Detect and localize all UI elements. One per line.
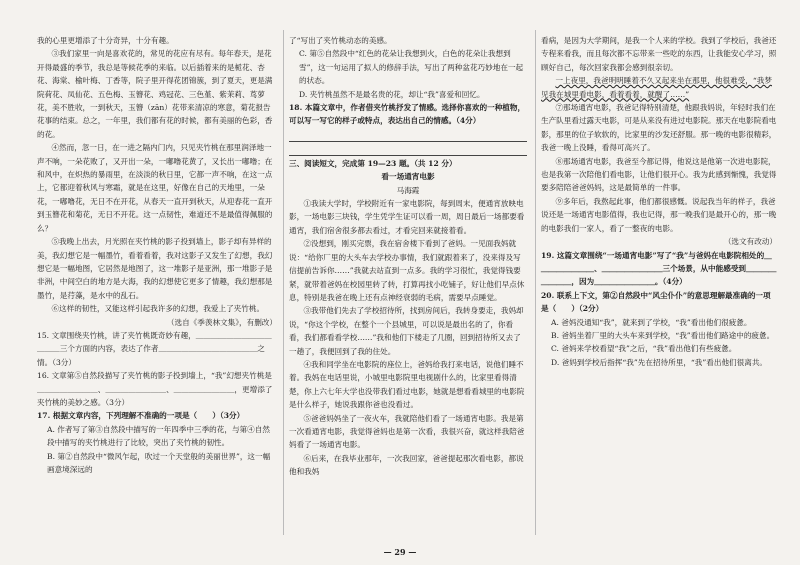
- source-note: （选自《季羡林文集》，有删改）: [166, 317, 277, 327]
- middle-column: [289, 34, 527, 479]
- question-16: 16. 文章第⑤自然段描写了夹竹桃的影子投到墙上，“我”幻想夹竹桃是＿＿＿＿＿＿＿＿、＿＿＿＿＿＿＿＿、＿＿＿＿＿＿＿＿，更增添了夹竹桃的美妙之感。（3分）: [37, 371, 273, 407]
- source-note: （选文有改动）: [723, 237, 777, 247]
- question-20: 20. 联系上下文，第②自然段中“风尘仆仆”的意思理解最准确的一项是（ ）（2分）: [541, 290, 771, 314]
- article-title: 看一场通宵电影: [381, 172, 435, 182]
- article-author: 马海霞: [396, 185, 420, 195]
- paragraph: ⑥后来，在我毕业那年，一次我回家，爸爸提起那次看电影，都说他和我妈: [289, 453, 524, 477]
- paragraph-underlined: 一上夜里，我爸明明睡着不久又起来坐在那里，他很难受，“我梦见我在城里看电影，看着看着，就醒了……”: [541, 76, 772, 99]
- answer-line[interactable]: [289, 129, 527, 142]
- paragraph: ②没想到，刚买完票，我在宿舍楼下看到了爸妈。一见面我妈就说：“给你厂里的大头车去学校办事情，我们就跟着来了，没来得及写信提前告诉你……”我就去站直到一点多。我的学习很忙，我觉得钱要紧，就带着爸妈在校园里转了转，打算再找小吃铺子，好让他们早点休息，特别是我爸在晚上还有点神经衰弱的毛病，需要早点睡觉。: [289, 239, 525, 302]
- option-a: A. 作者写了第③自然段中描写的一年四季中三季的花，与第④自然段中描写的夹竹桃进行了比较，突出了夹竹桃的韧性。: [47, 424, 270, 448]
- column-divider-right: [535, 30, 536, 535]
- right-column: [541, 34, 777, 369]
- option-d: D. 爸妈到学校后指挥“我”先在招待所里，“我”看出他们很离共。: [551, 357, 768, 367]
- section-heading: 三、阅读短文，完成第 19—23 题。（共 12 分）: [289, 158, 457, 168]
- paragraph: ①我读大学时，学校附近有一家电影院，每到周末，便通宵放映电影，一场电影三块钱，学生凭学生证可以看一周，周日最后一场都要看通宵，我们宿舍很多都去看过，才看完回来就接着看。: [289, 199, 525, 235]
- paragraph: ④我和同学坐在电影院的座位上，爸妈给我打来电话，说他们睡不着。我妈在电话里说，小城里电影院里电视剧什么的，比家里看得清楚，你上六七年大学也没带我们看过电影，她就是想看看城里的电影院是什么样子，她说我跟你爸也没看过。: [289, 359, 525, 410]
- option-b: B. 第②自然段中“微风乍起，吹过一个天堂般的美丽世界”，这一幅画意境深远的: [47, 451, 271, 474]
- paragraph: ⑦那场通宵电影，我爸记得特别清楚，他跟我妈说，年轻时我们在生产队里看过露天电影，可是从来没有进过电影院。那天在电影院看电影，那里的位子软软的，比家里的沙发还舒服。那一晚的电影很精彩，我爸一晚上没睡，看得可高兴了。: [541, 103, 777, 153]
- question-17: 17. 根据文章内容，下列理解不准确的一项是（ ）（3分）: [37, 411, 245, 421]
- paragraph: 了“写出了夹竹桃动态的美感。: [289, 36, 392, 45]
- paragraph: ⑥这样的韧性，又能这样引起我许多的幻想，我爱上了夹竹桃。: [51, 304, 265, 314]
- paragraph: ⑨多年后，我熬起此事，他们都很感慨。说起我当年的样子，我爸说还是一场通宵电影值得，我也记得，那一晚我们是最开心的，那一晚的电影我们一家人，看了一整夜的电影。: [541, 196, 777, 233]
- paragraph: ⑧那场通宵电影，我爸至今都记得，他说这是他第一次进电影院，也是我第一次陪他们看电影，让他们很开心。我为此感到惭愧，我觉得要多陪陪爸爸妈妈，这是最简单的一件事。: [541, 156, 777, 193]
- option-c: C. 爸妈来学校看望“我”之后，“我”看出他们有些疲惫。: [551, 344, 737, 354]
- paragraph: ③我们家里一向是喜欢花的，常见的花应有尽有。每年春天，是花开得最盛的季节，我总是等候花季的来临。以后插着来的是栀花、杏花、海棠、榆叶梅、丁香等，院子里开得花团锦簇，到了夏天，更是满院荷花、凤仙花、五色梅、玉簪花、鸡冠花、三色堇、紫茉莉、茑萝花，美不胜收，一到秋天，玉簪（zān）花带来清凉的寒意，菊花报告花事的结束。总之，一年里，我们都有花的时候，都有美丽的色彩，香的花。: [37, 49, 273, 139]
- paragraph: ⑤爸爸妈妈坐了一夜火车，我就陪他们看了一场通宵电影。我是第一次看通宵电影，我觉得爸妈也是第一次看，我很兴奋，就这样我陪爸妈看了一场通宵电影。: [289, 413, 525, 450]
- paragraph: ③我带他们先去了学校招待所，找到房间后，我转身要走，我妈却说，“你这个学校，在整个一个县城里，可以说是最出名的了，你看看，我们都看看学校……”我和他们下楼走了几圈，回到招待所又去了一趟了，我便回到了我的住处。: [289, 306, 524, 356]
- column-divider-left: [283, 30, 284, 535]
- option-c: C. 第⑤自然段中“红色的花朵让我想到火，白色的花朵让我想到雪”，这一句运用了拟人的修辞手法，写出了两种盆花巧妙地在一起的状态。: [299, 49, 524, 86]
- question-19: 19. 这篇文章围绕“一场通宵电影”写了“我”与爸妈在电影院相处的＿＿＿＿＿＿＿＿、＿＿＿＿＿＿＿＿三个场景，从中能感受到＿＿＿＿＿＿＿＿，因为＿＿＿＿＿＿＿＿。（4分）: [541, 250, 777, 287]
- paragraph: ⑤我晚上出去，月光照在夹竹桃的影子投到墙上，影子却有异样的美，我幻想它是一幅墨竹，看着看着，我对这影子又发生了幻想，我幻想它是一幅地图，它居然是地图了，这一堆影子是亚洲，那一堆影子是非洲，中间空白的地方是大海，我的幻想使它更多了情趣，我幻想那是墨竹，是荇藻，是水中的乱石。: [37, 237, 273, 300]
- paragraph: 我的心里更增添了十分奇异，十分有趣。: [37, 36, 174, 45]
- paragraph: 看病，是因为大学期间，是我一个人来的学校。我到了学校后，我爸还专程来看我，而且每次都不忘带来一些吃的东西，让我能安心学习，照顾好自己，每次回家我都会感到很亲切。: [541, 36, 777, 72]
- page-number: — 29 —: [383, 547, 417, 557]
- paragraph: ④然而，忽一日，在一进之隔内门内，只见夹竹桃在那里润泽地一声不响，一朵花败了，又开出一朵，一嘟噜花黄了，又长出一嘟噜；在和风中，在炽热的暴雨里，在淡淡的秋日里，它都一声不响，在这一点上，它都迎着秋风与寒霜，就是在这里，好像在自己的天地里，一朵花，一嘟噜花，无日不在开花，从春天一直开到秋天，从迎春花一直开到玉簪花和菊花，无日不开花。这一点韧性，难道还不是最值得佩服的么？: [37, 143, 273, 233]
- option-d: D. 夹竹桃虽然不是最名贵的花，却让“我”喜爱和回忆。: [299, 89, 485, 99]
- question-15: 15. 文章围绕夹竹桃，讲了夹竹桃既奇妙有趣，＿＿＿＿＿＿＿＿＿＿＿＿＿三个方面的内容，表达了作者＿＿＿＿＿＿＿＿＿＿＿＿＿之情。（3分）: [37, 330, 272, 367]
- left-column: [37, 34, 277, 476]
- answer-line[interactable]: [289, 143, 527, 156]
- question-18: 18. 本篇文章中，作者借夹竹桃抒发了情感。选择你喜欢的一种植物，可以写一写它的样子或特点，表达出自己的情感。（4分）: [289, 103, 526, 126]
- option-a: A. 爸妈没通知“我”，就来到了学校，“我”看出他们很疲惫。: [551, 317, 752, 327]
- option-b: B. 爸妈坐着厂里的大头车来到学校，“我”看出他们路途中的疲惫。: [551, 330, 775, 340]
